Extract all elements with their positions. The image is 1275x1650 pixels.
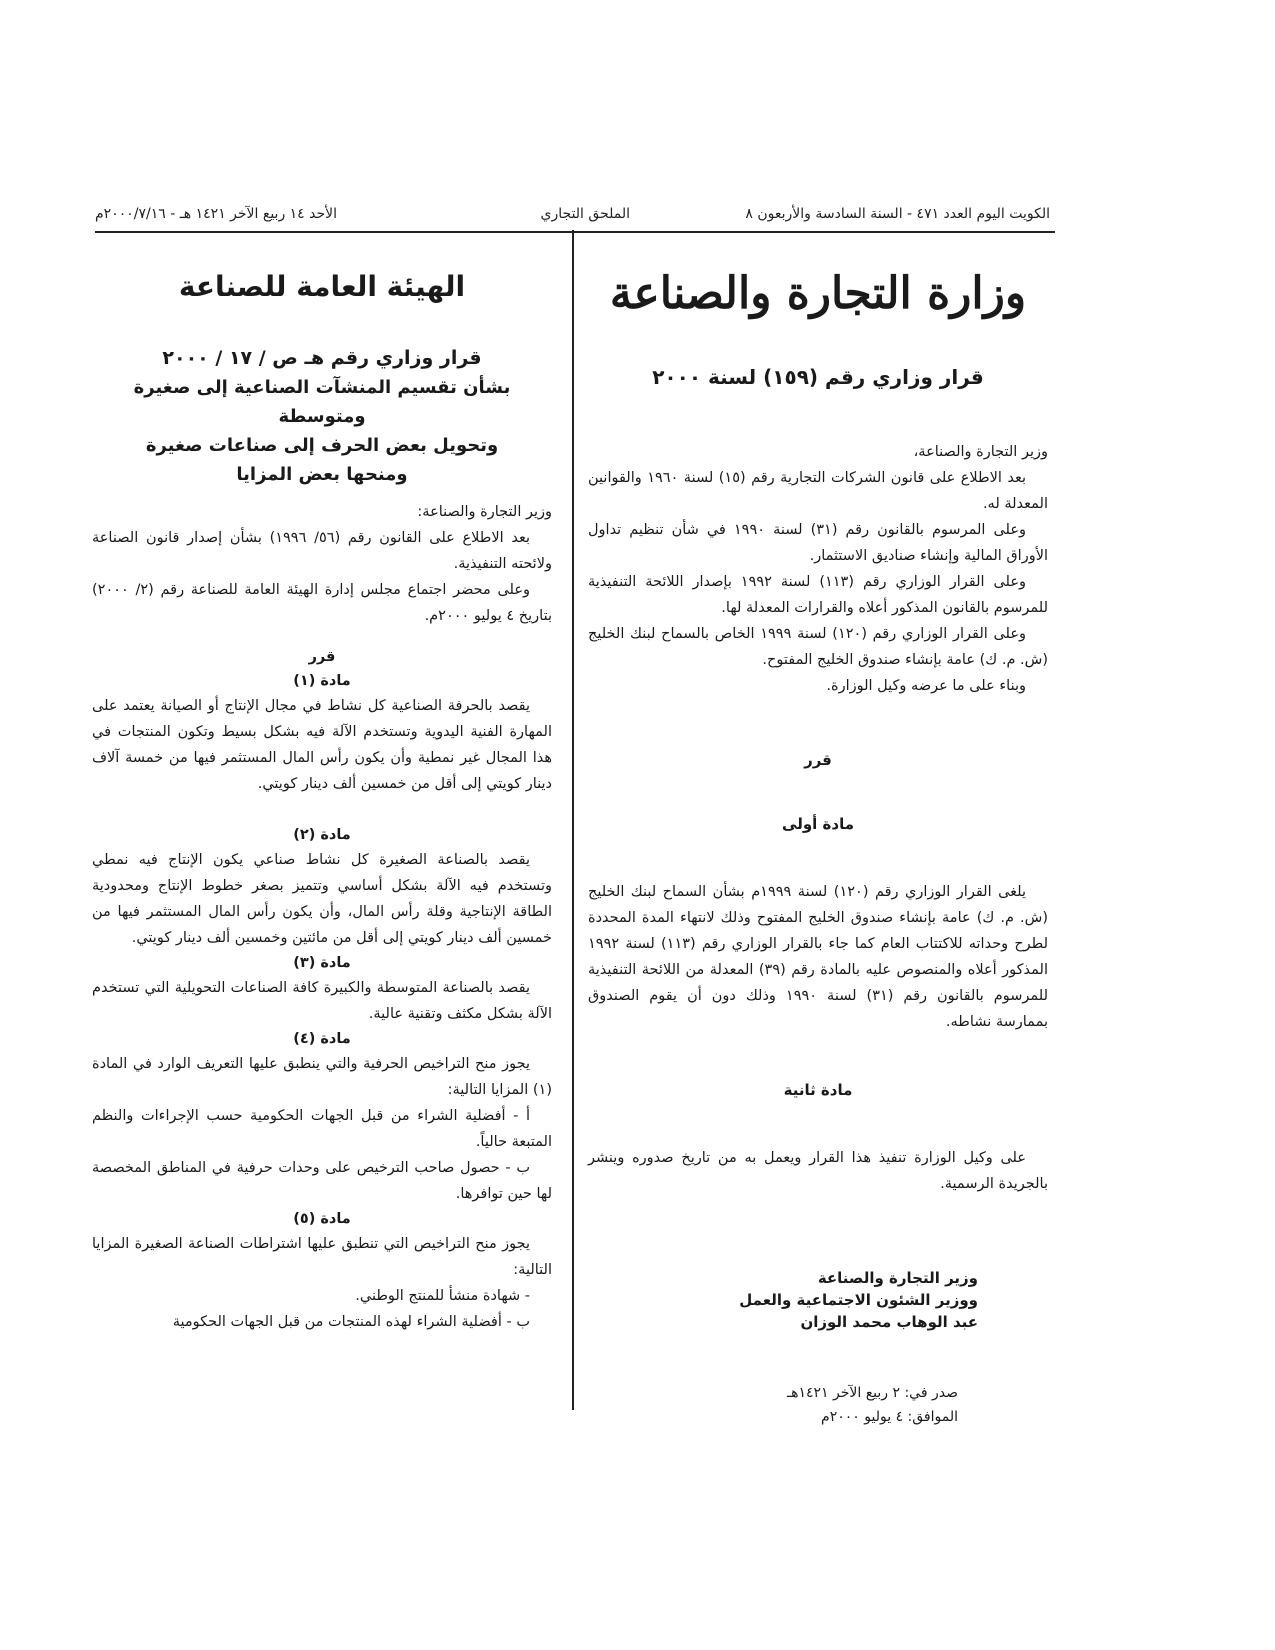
preamble-line: وعلى القرار الوزاري رقم (١٢٠) لسنة ١٩٩٩ الخاص بالسماح لبنك الخليج (ش. م. ك) عامة بإنشاء صندوق الخليج المفتوح. [588, 626, 1048, 668]
header-date: الأحد ١٤ ربيع الآخر ١٤٢١ هـ - ٢٠٠٠/٧/١٦م [95, 206, 338, 222]
preamble-line: بعد الاطلاع على قانون الشركات التجارية رقم (١٥) لسنة ١٩٦٠ والقوانين المعدلة له. [588, 470, 1048, 512]
preamble-line: بعد الاطلاع على القانون رقم (٥٦/ ١٩٩٦) بشأن إصدار قانون الصناعة ولائحته التنفيذية. [92, 530, 552, 572]
article-5-item: - شهادة منشأ للمنتج الوطني. [355, 1288, 530, 1304]
signature-name: عبد الوهاب محمد الوزان [800, 1313, 978, 1331]
header-issue: الكويت اليوم العدد ٤٧١ - السنة السادسة والأربعون ٨ [745, 206, 1050, 222]
decree-17-header [92, 343, 552, 489]
preamble-line: وعلى القرار الوزاري رقم (١١٣) لسنة ١٩٩٢ بإصدار اللائحة التنفيذية للمرسوم بالقانون المذكور أعلاه والقرارات المعدلة لها. [588, 574, 1048, 616]
left-column [92, 270, 552, 1335]
article-1-text: يلغى القرار الوزاري رقم (١٢٠) لسنة ١٩٩٩م بشأن السماح لبنك الخليج (ش. م. ك) عامة بإنشاء صندوق الخليج المفتوح وذلك لانتهاء المدة المحددة لطرح وحداته للاكتتاب العام كما جاء بالقرار الوزاري رقم (١١٣) لسنة ١٩٩٢ المذكور أعلاه والمنصوص عليه بالمادة رقم (٣٩) المعدلة من اللائحة التنفيذية للمرسوم بالقانون رقم (٣١) لسنة ١٩٩٠ وذلك دون أن يقوم الصندوق بممارسة نشاطه. [588, 884, 1049, 1030]
article-1-heading: مادة أولى [782, 815, 854, 833]
article-1-heading: مادة (١) [293, 673, 351, 689]
corresponding-date: الموافق: ٤ يوليو ٢٠٠٠م [821, 1409, 958, 1425]
signature-line: ووزير الشئون الاجتماعية والعمل [739, 1291, 978, 1309]
article-5-item: ب - أفضلية الشراء لهذه المنتجات من قبل الجهات الحكومية [172, 1314, 530, 1330]
decree-17-title: قرار وزاري رقم هـ ص / ١٧ / ٢٠٠٠ [162, 347, 482, 369]
article-4-item: ب - حصول صاحب الترخيص على وحدات حرفية في المناطق المخصصة لها حين توافرها. [92, 1160, 552, 1202]
preamble-line: وعلى محضر اجتماع مجلس إدارة الهيئة العامة للصناعة رقم (٢/ ٢٠٠٠) بتاريخ ٤ يوليو ٢٠٠٠م. [92, 582, 552, 624]
signature-line: وزير التجارة والصناعة [817, 1269, 978, 1287]
header-rule [95, 231, 1055, 233]
header-supplement: الملحق التجاري [540, 206, 630, 222]
decree-159-title: قرار وزاري رقم (١٥٩) لسنة ٢٠٠٠ [652, 365, 984, 389]
preamble-minister: وزير التجارة والصناعة، [913, 444, 1048, 460]
issue-dates [588, 1381, 1048, 1429]
issued-date: صدر في: ٢ ربيع الآخر ١٤٢١هـ [786, 1385, 958, 1401]
page-header [95, 206, 1050, 230]
decided-heading: قرر [804, 751, 832, 769]
article-3-heading: مادة (٣) [293, 955, 351, 971]
article-2-heading: مادة ثانية [783, 1081, 853, 1099]
article-1-text: يقصد بالحرفة الصناعية كل نشاط في مجال الإنتاج أو الصيانة يعتمد على المهارة الفنية اليدوية وتستخدم الآلة فيه بشكل بسيط وتكون المنتجات في هذا المجال غير نمطية وأن يكون رأس المال المستثمر فيها من خمسة آلاف دينار كويتي إلى أقل من خمسين ألف دينار كويتي. [92, 698, 552, 792]
decree-subject-line: وتحويل بعض الحرف إلى صناعات صغيرة [145, 435, 499, 456]
article-5-text: يجوز منح التراخيص التي تنطبق عليها اشتراطات الصناعة الصغيرة المزايا التالية: [92, 1236, 552, 1278]
column-divider [572, 230, 574, 1410]
decided-heading: قرر [308, 649, 336, 665]
authority-name: الهيئة العامة للصناعة [178, 270, 466, 303]
signature-block [588, 1267, 1048, 1333]
preamble-line: وبناء على ما عرضه وكيل الوزارة. [826, 678, 1026, 694]
article-2-text: يقصد بالصناعة الصغيرة كل نشاط صناعي يكون الإنتاج فيه نمطي وتستخدم فيه الآلة بشكل أساسي وتتميز بصغر خطوط الإنتاج ومحدودية الطاقة الإنتاجية وقلة رأس المال، وأن يكون رأس المال المستثمر فيها من خمسين ألف دينار كويتي إلى أقل من مائتين وخمسين ألف دينار كويتي. [92, 852, 552, 946]
article-4-text: يجوز منح التراخيص الحرفية والتي ينطبق عليها التعريف الوارد في المادة (١) المزايا التالية: [92, 1056, 552, 1098]
preamble-line: وعلى المرسوم بالقانون رقم (٣١) لسنة ١٩٩٠ في شأن تنظيم تداول الأوراق المالية وإنشاء صناديق الاستثمار. [588, 522, 1048, 564]
article-5-heading: مادة (٥) [293, 1211, 351, 1227]
article-3-text: يقصد بالصناعة المتوسطة والكبيرة كافة الصناعات التحويلية التي تستخدم الآلة بشكل مكثف وتقنية عالية. [92, 980, 552, 1022]
article-2-heading: مادة (٢) [293, 827, 351, 843]
decree-subject-line: ومنحها بعض المزايا [236, 464, 408, 485]
preamble-minister: وزير التجارة والصناعة: [417, 504, 552, 520]
article-4-heading: مادة (٤) [293, 1031, 351, 1047]
article-2-text: على وكيل الوزارة تنفيذ هذا القرار ويعمل به من تاريخ صدوره وينشر بالجريدة الرسمية. [588, 1150, 1048, 1192]
article-4-item: أ - أفضلية الشراء من قبل الجهات الحكومية حسب الإجراءات والنظم المتبعة حالياً. [92, 1108, 552, 1150]
decree-subject-line: بشأن تقسيم المنشآت الصناعية إلى صغيرة ومتوسطة [133, 377, 511, 427]
ministry-logo: وزارة التجارة والصناعة [609, 268, 1027, 319]
right-column [588, 260, 1048, 1429]
